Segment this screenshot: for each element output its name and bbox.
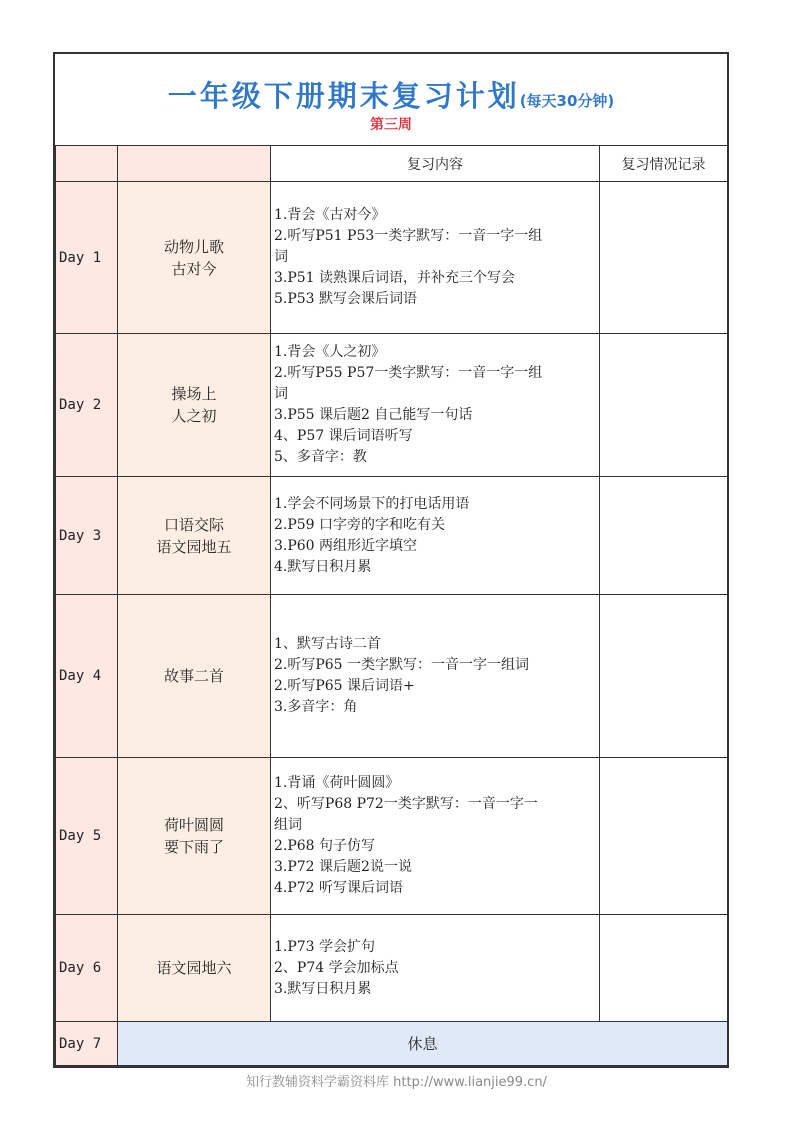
content-line: 4、P57 课后词语听写	[274, 428, 413, 444]
table-header-row	[56, 146, 728, 182]
day-row	[56, 758, 728, 915]
content-line: 1.P73 学会扩句	[274, 938, 376, 955]
day-label: Day 1	[56, 182, 118, 334]
plan-table	[55, 145, 728, 1066]
header-record: 复习情况记录	[600, 146, 728, 182]
day-label: Day 2	[56, 334, 118, 477]
lesson-name: 动物儿歌	[163, 237, 224, 256]
content-line: 3.P55 课后题2 自己能写一句话	[274, 407, 473, 423]
day-label: Day 6	[56, 915, 118, 1022]
content-line: 2.听写P65 课后词语+	[274, 678, 415, 694]
footer-watermark: 知行教辅资料学霸资料库 http://www.lianjie99.cn/	[246, 1075, 547, 1090]
content-line: 4.P72 听写课后词语	[274, 880, 404, 896]
week-label: 第三周	[370, 117, 412, 133]
record-cell[interactable]	[600, 915, 728, 1022]
content-line: 3.默写日积月累	[274, 980, 372, 997]
record-cell[interactable]	[600, 477, 728, 595]
content-cell	[271, 334, 600, 477]
content-line: 3.P72 课后题2说一说	[274, 859, 412, 875]
lesson-name: 荷叶圆圆	[163, 816, 224, 834]
content-line: 1.背会《古对今》	[274, 207, 386, 223]
title-block	[55, 54, 727, 146]
day-label: Day 5	[56, 758, 118, 915]
content-cell	[271, 477, 600, 595]
lesson-cell	[118, 758, 271, 915]
lesson-name: 故事二首	[163, 667, 224, 685]
day-label: Day 4	[56, 595, 118, 758]
record-cell[interactable]	[600, 334, 728, 477]
content-line: 2.听写P51 P53一类字默写：一音一字一组	[274, 228, 543, 244]
content-cell	[271, 758, 600, 915]
lesson-cell	[118, 182, 271, 334]
content-line: 3.P51 读熟课后词语，并补充三个写会	[274, 270, 516, 286]
content-line: 1.背诵《荷叶圆圆》	[274, 775, 400, 791]
content-line: 2、P74 学会加标点	[274, 959, 399, 976]
lesson-name: 要下雨了	[163, 838, 224, 856]
content-line: 1、默写古诗二首	[274, 636, 381, 652]
content-cell	[271, 915, 600, 1022]
day-row	[56, 477, 728, 595]
content-line: 2.P68 句子仿写	[274, 838, 376, 854]
day-row	[56, 595, 728, 758]
header-content: 复习内容	[271, 146, 600, 182]
day-label: Day 7	[56, 1022, 118, 1066]
content-line: 2.P59 口字旁的字和吃有关	[274, 516, 446, 533]
content-line: 2.听写P65 一类字默写：一音一字一组词	[274, 657, 530, 673]
lesson-name: 操场上	[171, 385, 217, 403]
lesson-name: 语文园地六	[156, 959, 232, 977]
lesson-cell	[118, 334, 271, 477]
record-cell[interactable]	[600, 758, 728, 915]
day-label: Day 3	[56, 477, 118, 595]
lesson-cell	[118, 595, 271, 758]
header-day-cell	[56, 146, 118, 182]
content-line: 3.多音字：角	[274, 699, 358, 715]
day-row	[56, 182, 728, 334]
page-title	[55, 74, 727, 115]
title-text: 一年级下册期末复习计划	[167, 79, 520, 113]
lesson-cell	[118, 915, 271, 1022]
header-lesson-cell	[118, 146, 271, 182]
lesson-name: 古对今	[171, 259, 217, 278]
content-line: 词	[274, 249, 288, 265]
content-line: 组词	[274, 817, 302, 833]
content-line: 1.学会不同场景下的打电话用语	[274, 495, 470, 512]
record-cell[interactable]	[600, 182, 728, 334]
lesson-name: 语文园地五	[156, 537, 232, 556]
content-line: 1.背会《人之初》	[274, 344, 386, 360]
content-line: 词	[274, 386, 288, 402]
lesson-name: 人之初	[171, 407, 217, 425]
rest-cell: 休息	[118, 1022, 728, 1066]
content-cell	[271, 182, 600, 334]
content-line: 5、多音字：教	[274, 449, 367, 465]
content-line: 2.听写P55 P57一类字默写：一音一字一组	[274, 365, 543, 381]
title-note: (每天30分钟)	[519, 92, 615, 110]
content-line: 4.默写日积月累	[274, 558, 372, 575]
content-line: 5.P53 默写会课后词语	[274, 291, 418, 307]
review-plan-sheet	[53, 52, 729, 1068]
content-cell	[271, 595, 600, 758]
record-cell[interactable]	[600, 595, 728, 758]
day7-row	[56, 1022, 728, 1066]
day-row	[56, 334, 728, 477]
lesson-cell	[118, 477, 271, 595]
content-line: 2、听写P68 P72一类字默写：一音一字一	[274, 796, 538, 812]
content-line: 3.P60 两组形近字填空	[274, 537, 418, 554]
lesson-name: 口语交际	[163, 515, 224, 534]
day-row	[56, 915, 728, 1022]
